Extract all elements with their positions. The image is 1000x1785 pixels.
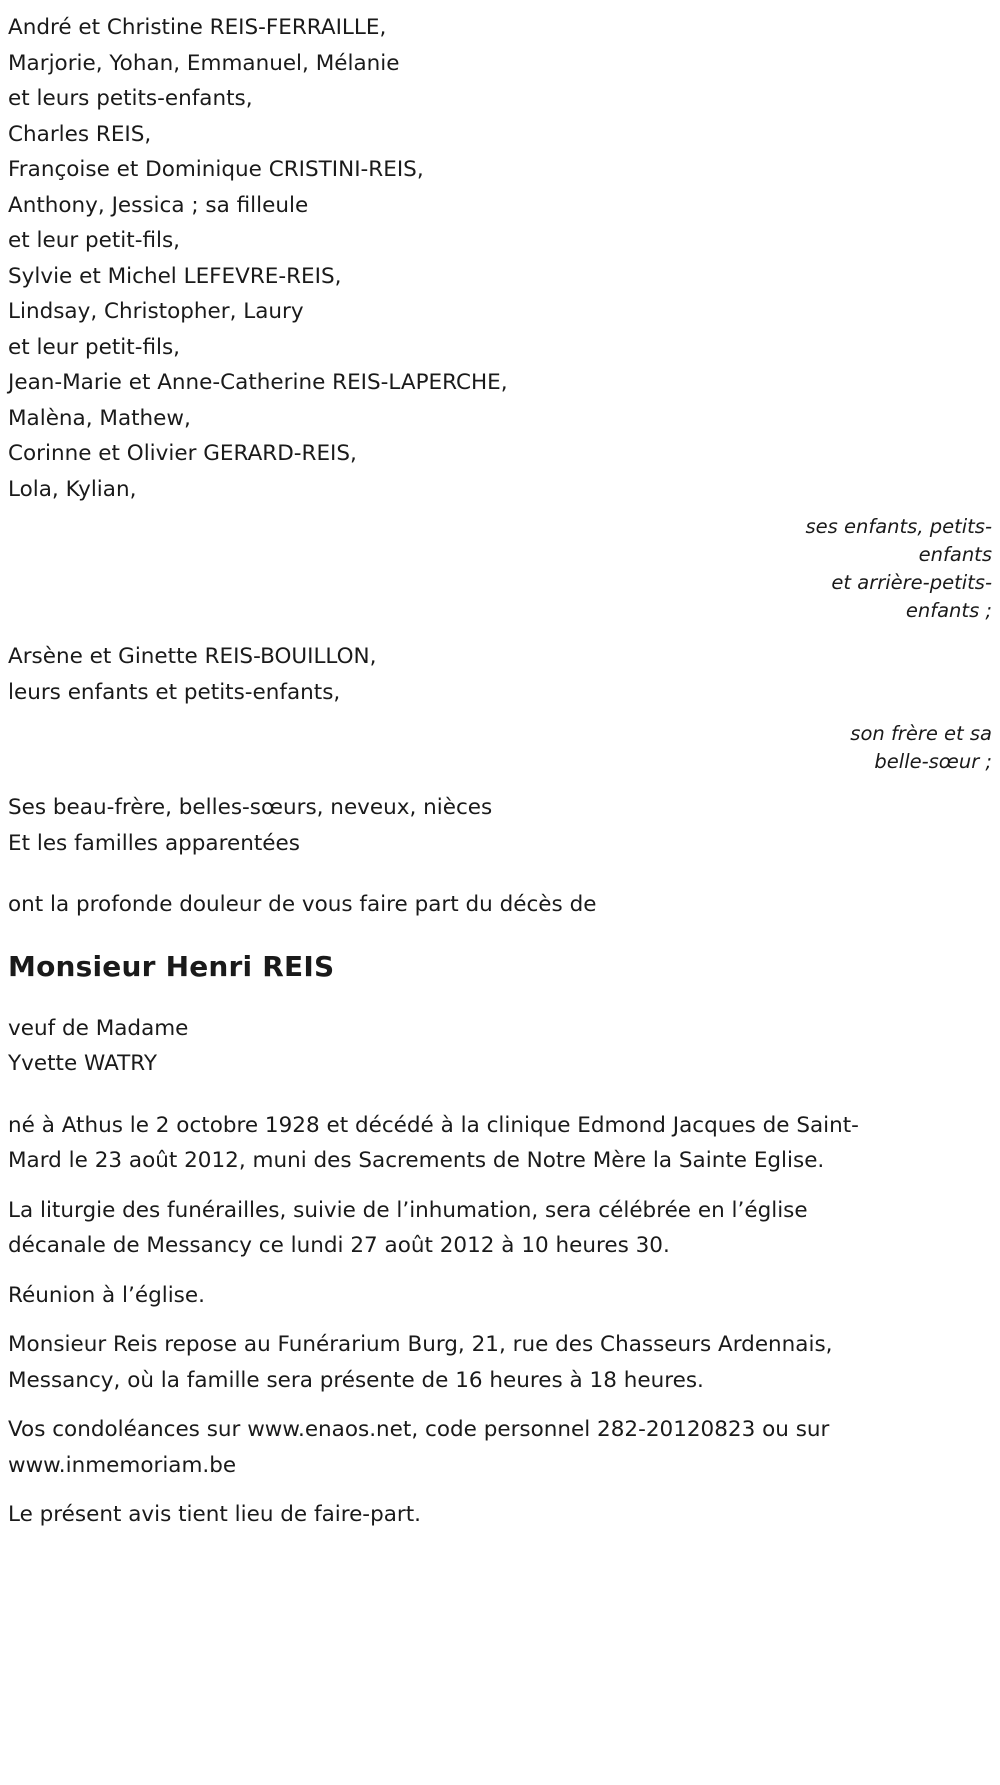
spouse-name: Yvette WATRY: [8, 1051, 157, 1076]
family-line: Lindsay, Christopher, Laury: [8, 299, 304, 324]
spacer: [0, 985, 1000, 1011]
descriptor-line: belle-sœur ;: [874, 750, 992, 773]
descriptor-line: et arrière-petits-: [831, 571, 992, 594]
spacer: [0, 776, 1000, 790]
brother-list: [0, 639, 1000, 710]
relationship-descriptor-children: [0, 513, 1000, 625]
details-paragraphs: [0, 1108, 1000, 1533]
family-line: Anthony, Jessica ; sa filleule: [8, 192, 309, 218]
family-line: Lola, Kylian,: [8, 476, 137, 502]
spouse-intro: veuf de Madame: [8, 1015, 189, 1041]
family-line: Malèna, Mathew,: [8, 405, 191, 431]
family-line: et leur petit-fils,: [8, 228, 181, 253]
family-line: Marjorie, Yohan, Emmanuel, Mélanie: [8, 50, 400, 76]
family-line: Jean-Marie et Anne-Catherine REIS-LAPERCHE,: [8, 370, 508, 395]
spacer: [0, 861, 1000, 887]
spouse-block: [0, 1011, 1000, 1082]
spacer: [0, 625, 1000, 639]
descriptor-line: son frère et sa: [850, 722, 992, 745]
relationship-descriptor-brother: [0, 720, 1000, 776]
family-line: André et Christine REIS-FERRAILLE,: [8, 15, 387, 40]
descriptor-line: ses enfants, petits-: [805, 515, 992, 538]
family-line: et leurs petits-enfants,: [8, 86, 253, 111]
family-line: Corinne et Olivier GERARD-REIS,: [8, 441, 357, 466]
announcement-sentence: [0, 887, 1000, 923]
family-line: Charles REIS,: [8, 121, 152, 147]
paragraph-birth-death: né à Athus le 2 octobre 1928 et décédé à la clinique Edmond Jacques de Saint-Mard le 23 août 2012, muni des Sacrements de Notre Mère la Sainte Eglise.: [8, 1112, 859, 1173]
paragraph-gathering: Réunion à l’église.: [8, 1282, 205, 1308]
family-list: [0, 10, 1000, 507]
paragraph-funeral-home: Monsieur Reis repose au Funérarium Burg, 21, rue des Chasseurs Ardennais, Messancy, où la famille sera présente de 16 heures à 18 heures.: [8, 1332, 833, 1393]
other-relatives-line: Ses beau-frère, belles-sœurs, neveux, nièces: [8, 795, 493, 820]
other-relatives-line: Et les familles apparentées: [8, 830, 300, 856]
brother-line: leurs enfants et petits-enfants,: [8, 679, 341, 705]
paragraph-condolences: Vos condoléances sur www.enaos.net, code personnel 282-20120823 ou sur www.inmemoriam.be: [8, 1417, 830, 1478]
paragraph-notice-statement: Le présent avis tient lieu de faire-part.: [8, 1502, 421, 1527]
family-line: Françoise et Dominique CRISTINI-REIS,: [8, 157, 424, 182]
brother-line: Arsène et Ginette REIS-BOUILLON,: [8, 644, 377, 669]
announcement-line: ont la profonde douleur de vous faire part du décès de: [8, 892, 597, 917]
family-line: Sylvie et Michel LEFEVRE-REIS,: [8, 263, 342, 289]
family-line: et leur petit-fils,: [8, 334, 181, 360]
other-relatives: [0, 790, 1000, 861]
descriptor-line: enfants: [918, 543, 992, 566]
paragraph-funeral: La liturgie des funérailles, suivie de l’inhumation, sera célébrée en l’église décanale de Messancy ce lundi 27 août 2012 à 10 heures 30.: [8, 1197, 808, 1258]
deceased-name: Monsieur Henri REIS: [8, 949, 335, 983]
spacer: [0, 923, 1000, 949]
descriptor-line: enfants ;: [905, 599, 992, 622]
spacer: [0, 1082, 1000, 1108]
